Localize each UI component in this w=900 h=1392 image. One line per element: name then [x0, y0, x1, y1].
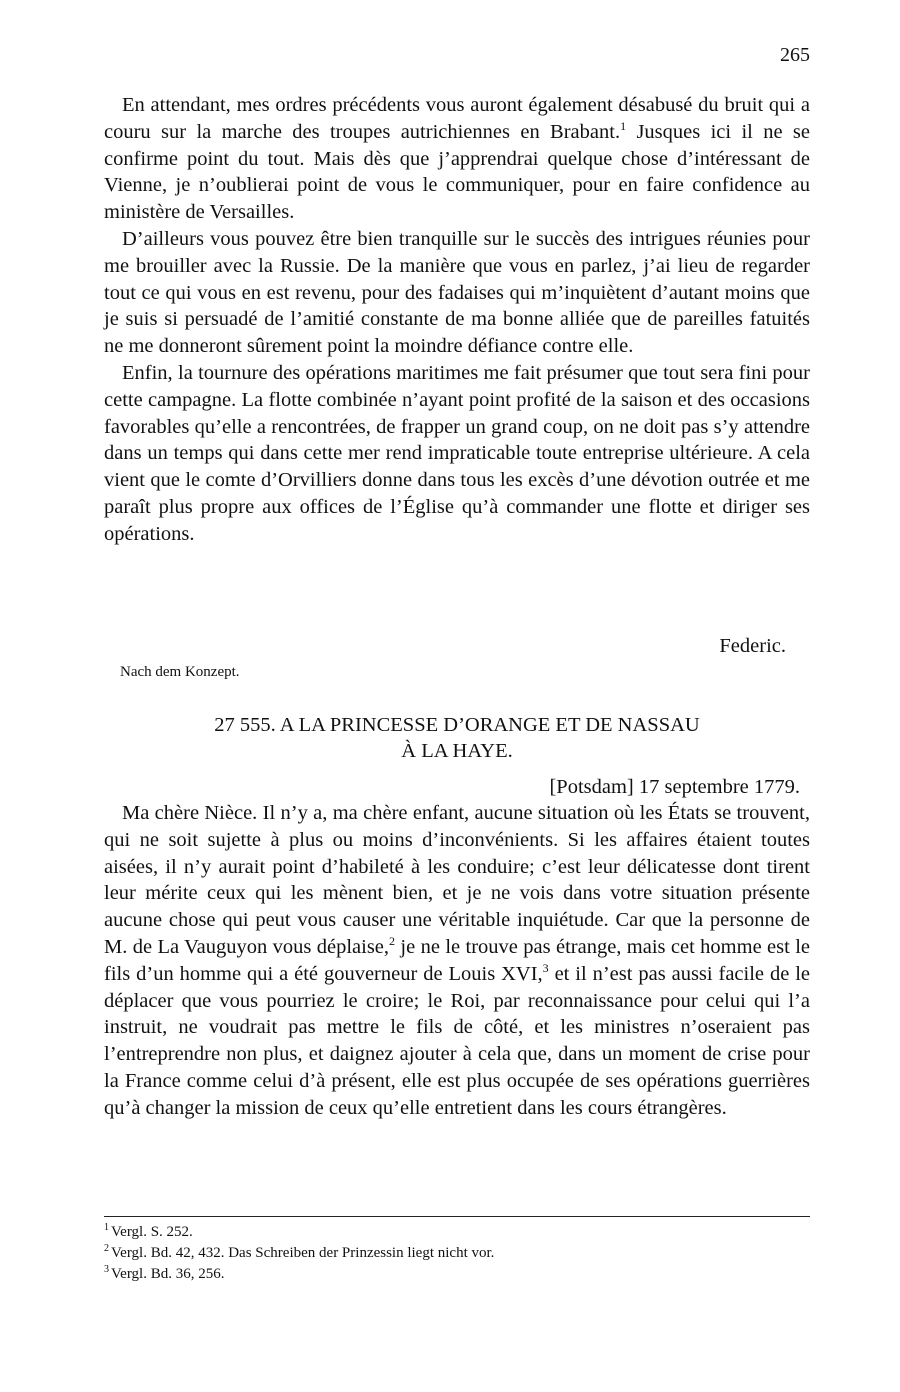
footnote-mark: 3 [104, 1264, 109, 1275]
letter-continuation [104, 92, 810, 548]
footnotes [104, 1222, 810, 1285]
paragraph-text: En attendant, mes ordres précédents vous auront également désabusé du bruit qui a couru sur la marche des troupes autrichiennes en Brabant. [104, 94, 810, 143]
footnote-mark: 2 [104, 1243, 109, 1254]
paragraph-text: Ma chère Nièce. Il n’y a, ma chère enfant, aucune situation où les États se trouvent, qui ne soit sujette à plus ou moins d’inconvénients. Si les affaires étaient toutes aisées, il n’y aurait point d’habileté à les conduire; c’est leur délicatesse dont tirent leur mérite ceux qui les mènent bien, et je ne vois dans votre situation présente aucune chose qui peut vous causer une véritable inquiétude. Car que la personne de M. de La Vauguyon vous déplaise, [104, 802, 810, 958]
heading-line: 27 555. A LA PRINCESSE D’ORANGE ET DE NASSAU [214, 714, 700, 736]
source-note: Nach dem Konzept. [120, 664, 240, 680]
footnote-reference: 3 [542, 960, 549, 975]
paragraph-text: Jusques ici il ne se confirme point du tout. Mais dès que j’apprendrai quelque chose d’intéressant de Vienne, je n’oublierai point de vous le communiquer, pour en faire confidence au ministère de Versailles. [104, 120, 810, 224]
paragraph [104, 92, 810, 226]
paragraph-text: je ne le trouve pas étrange, mais cet homme est le fils d’un homme qui a été gouverneur de Louis XVI, [104, 935, 810, 985]
footnote-text: Vergl. Bd. 42, 432. Das Schreiben der Prinzessin liegt nicht vor. [111, 1245, 495, 1261]
page-number: 265 [780, 44, 810, 66]
paragraph-text: et il n’est pas aussi facile de le déplacer que vous pourriez le croire; le Roi, par reconnaissance pour celui qui l’a instruit, ne voudrait pas mettre le fils de côté, et les ministres n’oseraient pas l’entreprendre non plus, et daignez ajouter à cela que, dans un moment de crise pour la France comme celui d’à présent, elle est plus occupée de ses opérations guerrières qu’à changer la mission de ceux qu’elle entretient dans les cours étrangères. [104, 962, 810, 1119]
footnote-divider [104, 1216, 810, 1217]
footnote-reference: 1 [620, 118, 627, 133]
signature: Federic. [719, 635, 786, 657]
heading-line: À LA HAYE. [401, 740, 513, 762]
footnote [104, 1222, 810, 1243]
letter-heading [104, 712, 810, 764]
dateline: [Potsdam] 17 septembre 1779. [549, 776, 800, 798]
paragraph: Enfin, la tournure des opérations maritimes me fait présumer que tout sera fini pour cette campagne. La flotte combinée n’ayant point profité de la saison et des occasions favorables qu’elle a rencontrées, de frapper un grand coup, on ne doit pas s’y attendre dans un temps qui dans cette mer rend impraticable toute entreprise ultérieure. A cela vient que le comte d’Orvilliers donne dans tous les excès d’une dévotion outrée et me paraît plus propre aux offices de l’Église qu’à commander une flotte et diriger ses opérations. [104, 361, 810, 545]
letter-body [104, 800, 810, 1122]
paragraph: D’ailleurs vous pouvez être bien tranquille sur le succès des intrigues réunies pour me brouiller avec la Russie. De la manière que vous en parlez, j’ai lieu de regarder tout ce qui vous en est revenu, pour des fadaises qui m’inquiètent d’autant moins que je suis si persuadé de l’amitié constante de ma bonne alliée que de pareilles fatuités ne me donneront sûrement point la moindre défiance contre elle. [104, 227, 810, 358]
footnote-reference: 2 [389, 934, 396, 949]
footnote [104, 1243, 810, 1264]
footnote-text: Vergl. S. 252. [111, 1224, 193, 1240]
footnote-mark: 1 [104, 1222, 109, 1233]
paragraph [104, 800, 810, 1122]
footnote-text: Vergl. Bd. 36, 256. [111, 1266, 225, 1282]
footnote [104, 1264, 810, 1285]
